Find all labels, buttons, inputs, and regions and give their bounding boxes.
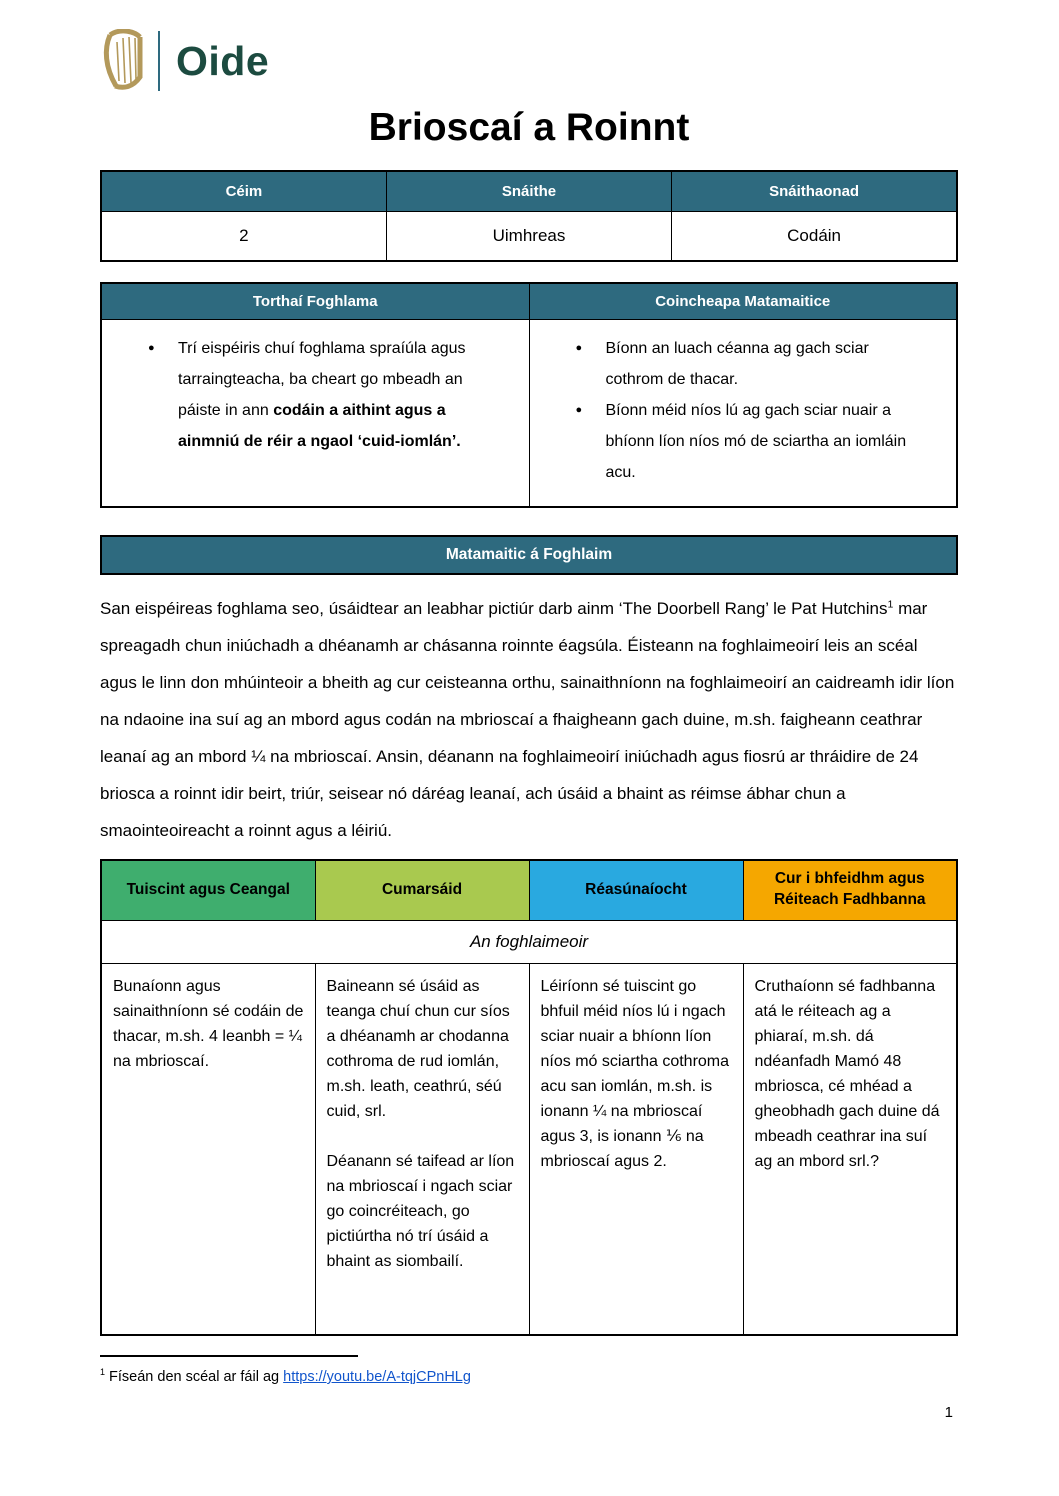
- intro-paragraph: [100, 590, 958, 849]
- list-item: ● Bíonn méid níos lú ag gach sciar nuair a bhíonn líon níos mó de sciartha an iomláin acu.: [530, 395, 923, 488]
- cell-paragraph: Baineann sé úsáid as teanga chuí chun cur síos a dhéanamh ar chodanna cothroma de rud iomlán, m.sh. leath, ceathrú, séú cuid, srl.: [326, 977, 510, 1120]
- outcomes-header-row: [101, 283, 957, 320]
- outcomes-left-list: [102, 333, 495, 457]
- page-title: Brioscaí a Roinnt: [368, 106, 690, 149]
- outcome-text-bold: codáin a aithint agus a ainmniú de réir a ngaol ‘cuid-iomlán’.: [178, 402, 461, 450]
- footnote-text: [100, 1366, 958, 1388]
- meta-header-ceim: Céim: [101, 171, 386, 212]
- footnote-marker: 1: [100, 1367, 105, 1378]
- outcomes-header-right: Coincheapa Matamaitice: [529, 283, 957, 320]
- skills-cell-reasunaiocht: [529, 963, 743, 1335]
- skills-cell-cumarsaid: [315, 963, 529, 1335]
- cell-paragraph: Léiríonn sé tuiscint go bhfuil méid níos lú i ngach sciar nuair a bhíonn líon níos mó sciartha cothroma acu san iomlán, m.sh. is ionann ¼ na mbrioscaí agus 3, is ionann ⅙ na mbrioscaí agus 2.: [540, 977, 730, 1170]
- outcomes-header-left: Torthaí Foghlama: [101, 283, 529, 320]
- skills-content-row: [101, 963, 957, 1335]
- page-number: 1: [944, 1404, 953, 1421]
- cell-paragraph: Cruthaíonn sé fadhbanna atá le réiteach ag a phiaraí, m.sh. dá ndéanfadh Mamó 48 mbriosca, cé mhéad a gheobhadh gach duine dá mbeadh ceathrar ina suí ag an mbord srl.?: [754, 977, 940, 1170]
- footnote-divider: [100, 1355, 358, 1357]
- logo-divider: [158, 31, 160, 91]
- skills-cell-cur-i-bhfeidhm: [743, 963, 957, 1335]
- skills-header-tuiscint: Tuiscint agus Ceangal: [101, 860, 315, 920]
- meta-header-row: [101, 171, 957, 212]
- logo: [100, 28, 958, 94]
- cell-paragraph: Bunaíonn agus sainaithníonn sé codáin de thacar, m.sh. 4 leanbh = ¼ na mbrioscaí.: [113, 977, 304, 1070]
- footnote-label: Físeán den scéal ar fáil ag: [105, 1369, 284, 1385]
- outcomes-right-list: [530, 333, 923, 488]
- cell-paragraph: Déanann sé taifead ar líon na mbrioscaí i ngach sciar go coincréiteach, go pictiúrtha nó trí úsáid a bhaint as siombailí.: [326, 1152, 515, 1270]
- harp-icon: [100, 29, 146, 93]
- outcomes-table: [100, 282, 958, 508]
- outcomes-cell-right: [529, 320, 957, 508]
- section-banner: Matamaitic á Foghlaim: [100, 535, 958, 575]
- skills-cell-tuiscint: [101, 963, 315, 1335]
- meta-header-snaithe: Snáithe: [386, 171, 671, 212]
- meta-value-snaithaonad: Codáin: [672, 212, 957, 262]
- intro-text-end: mar spreagadh chun iniúchadh a dhéanamh ar chásanna roinnte éagsúla. Éisteann na foghlaimeoirí leis an scéal agus le linn don mhúinteoir a bheith ag cur ceisteanna orthu, sainaithníonn na foghlaimeoirí an caidreamh idir líon na ndaoine ina suí ag an mbord agus codán na mbrioscaí a fhaigheann gach duine, m.sh. faigheann ceathrar leanaí ag an mbord ¼ na mbrioscaí. Ansin, déanann na foghlaimeoirí iniúchadh agus fiosrú ar thráidire de 24 briosca a roinnt idir beirt, triúr, seisear nó dáréag leanaí, ach úsáid a bhaint as réimse ábhar chun a smaointeoireacht a roinnt agus a léiriú.: [100, 599, 955, 840]
- meta-header-snaithaonad: Snáithaonad: [672, 171, 957, 212]
- skills-header-reasunaiocht: Réasúnaíocht: [529, 860, 743, 920]
- list-item: [102, 333, 495, 457]
- skills-table: [100, 859, 958, 1336]
- outcome-text-regular: Trí eispéiris chuí foghlama spraíúla agus tarraingteacha, ba cheart go mbeadh an páiste in ann: [178, 340, 466, 419]
- meta-value-row: [101, 212, 957, 262]
- skills-header-cumarsaid: Cumarsáid: [315, 860, 529, 920]
- skills-header-row: [101, 860, 957, 920]
- skills-subheader: An foghlaimeoir: [101, 920, 957, 963]
- list-item: ● Bíonn an luach céanna ag gach sciar cothrom de thacar.: [530, 333, 923, 395]
- footnote-marker: 1: [887, 598, 894, 611]
- outcomes-cell-left: [101, 320, 529, 508]
- footnote-link[interactable]: https://youtu.be/A-tqjCPnHLg: [283, 1369, 471, 1385]
- meta-value-snaithe: Uimhreas: [386, 212, 671, 262]
- meta-value-ceim: 2: [101, 212, 386, 262]
- outcomes-body-row: [101, 320, 957, 508]
- meta-table: [100, 170, 958, 262]
- footnote: [100, 1355, 958, 1388]
- logo-wordmark: Oide: [176, 37, 270, 84]
- skills-header-cur-i-bhfeidhm: Cur i bhfeidhm agus Réiteach Fadhbanna: [743, 860, 957, 920]
- intro-text-start: San eispéireas foghlama seo, úsáidtear an leabhar pictiúr darb ainm ‘The Doorbell Rang’ le Pat Hutchins: [100, 599, 888, 618]
- skills-subheader-row: [101, 920, 957, 963]
